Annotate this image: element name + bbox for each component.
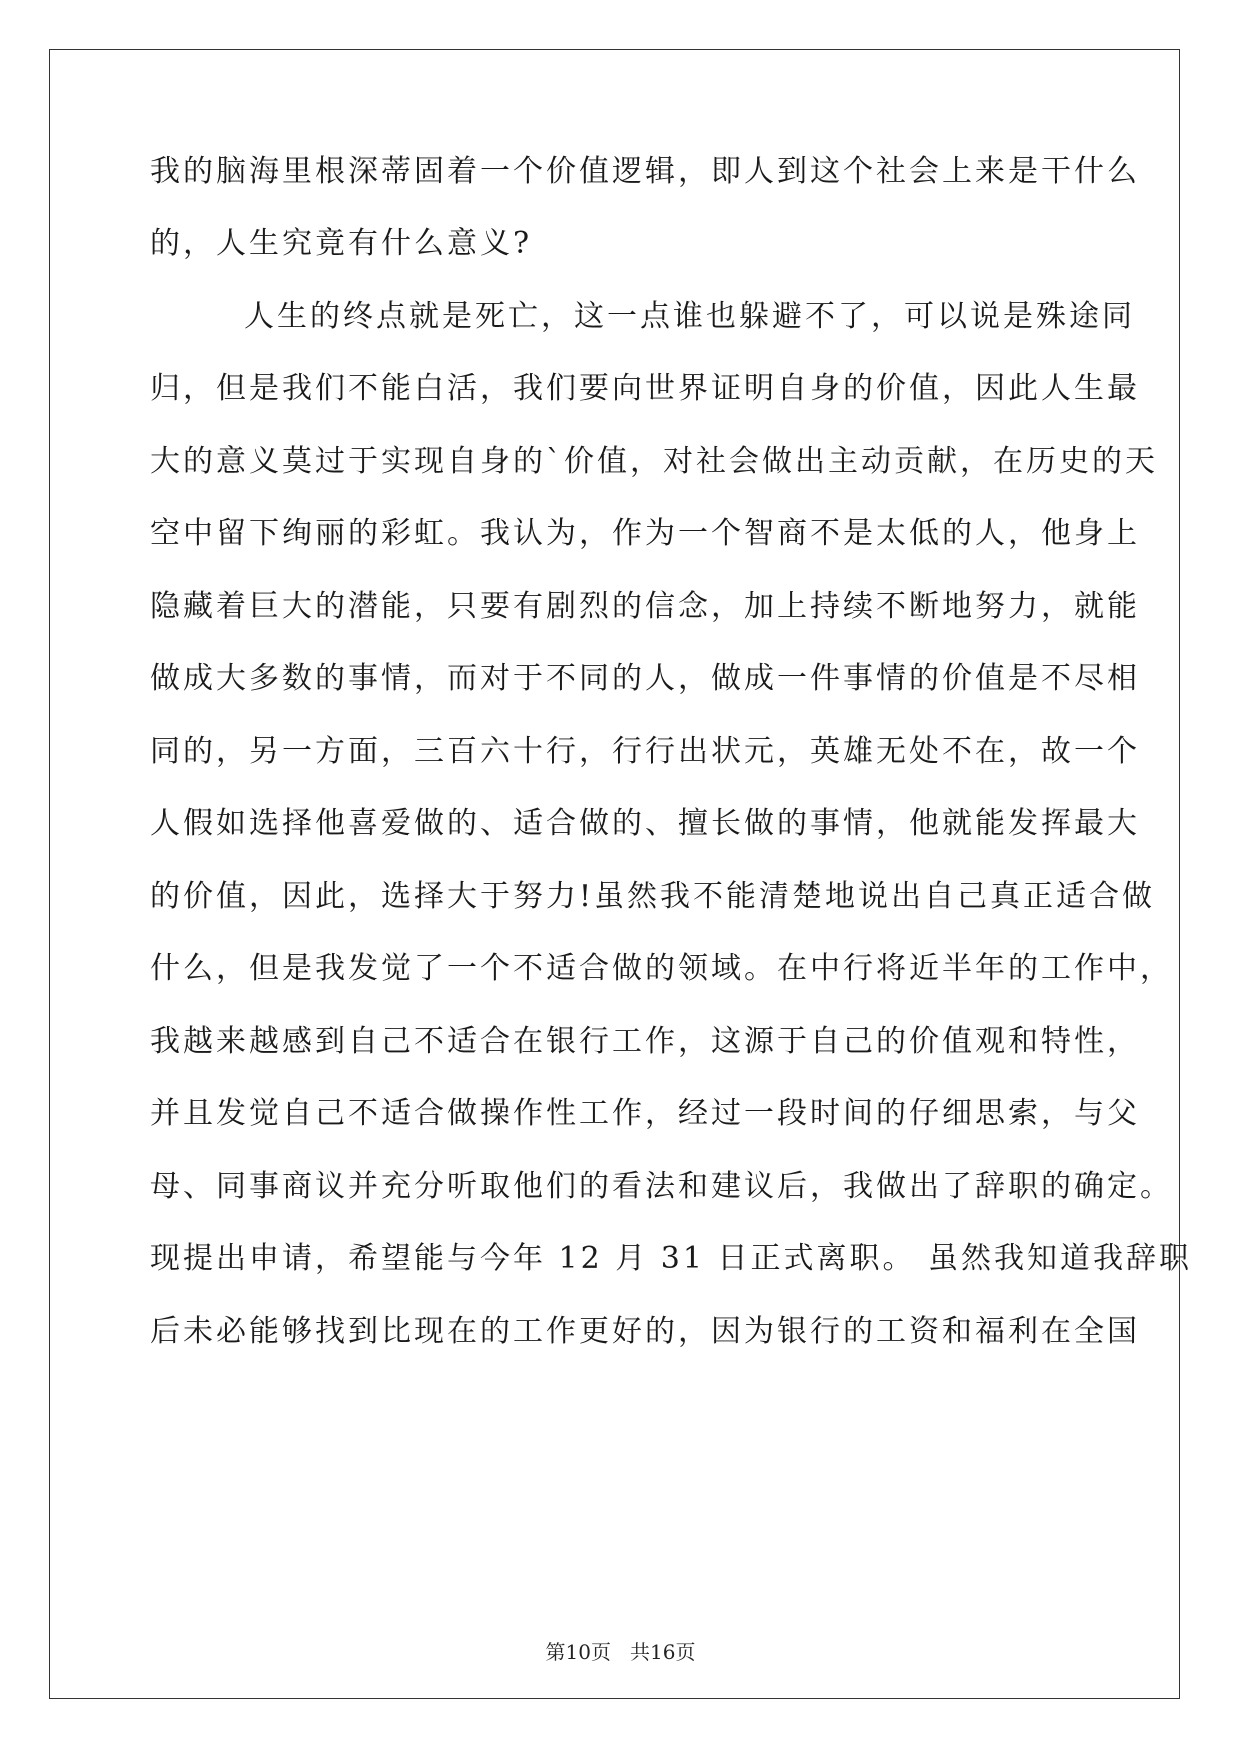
body-line: 的价值，因此，选择大于努力!虽然我不能清楚地说出自己真正适合做 bbox=[150, 879, 1156, 914]
body-line: 隐藏着巨大的潜能，只要有剧烈的信念，加上持续不断地努力，就能 bbox=[150, 589, 1140, 624]
body-line: 母、同事商议并充分听取他们的看法和建议后，我做出了辞职的确定。 bbox=[150, 1169, 1173, 1204]
body-line: 同的，另一方面，三百六十行，行行出状元，英雄无处不在，故一个 bbox=[150, 734, 1140, 769]
page-number: 第10页 bbox=[545, 1640, 611, 1664]
body-line: 的，人生究竟有什么意义? bbox=[150, 226, 533, 261]
body-line: 什么，但是我发觉了一个不适合做的领域。在中行将近半年的工作中， bbox=[150, 951, 1173, 986]
body-line: 我越来越感到自己不适合在银行工作，这源于自己的价值观和特性， bbox=[150, 1024, 1140, 1059]
page-total: 共16页 bbox=[630, 1640, 696, 1664]
body-line: 并且发觉自己不适合做操作性工作，经过一段时间的仔细思索，与父 bbox=[150, 1096, 1140, 1131]
body-line: 大的意义莫过于实现自身的`价值，对社会做出主动贡献，在历史的天 bbox=[150, 444, 1158, 479]
body-line: 人假如选择他喜爱做的、适合做的、擅长做的事情，他就能发挥最大 bbox=[150, 806, 1140, 841]
body-line: 现提出申请，希望能与今年 12 月 31 日正式离职。 虽然我知道我辞职 bbox=[150, 1241, 1193, 1276]
body-line: 后未必能够找到比现在的工作更好的，因为银行的工资和福利在全国 bbox=[150, 1314, 1140, 1349]
page-footer bbox=[0, 1637, 1241, 1667]
body-line: 空中留下绚丽的彩虹。我认为，作为一个智商不是太低的人，他身上 bbox=[150, 516, 1140, 551]
body-line: 归，但是我们不能白活，我们要向世界证明自身的价值，因此人生最 bbox=[150, 371, 1140, 406]
paragraph-first-line: 人生的终点就是死亡，这一点谁也躲避不了，可以说是殊途同 bbox=[244, 299, 1135, 334]
body-line: 做成大多数的事情，而对于不同的人，做成一件事情的价值是不尽相 bbox=[150, 661, 1140, 696]
body-line: 我的脑海里根深蒂固着一个价值逻辑，即人到这个社会上来是干什么 bbox=[150, 154, 1140, 189]
